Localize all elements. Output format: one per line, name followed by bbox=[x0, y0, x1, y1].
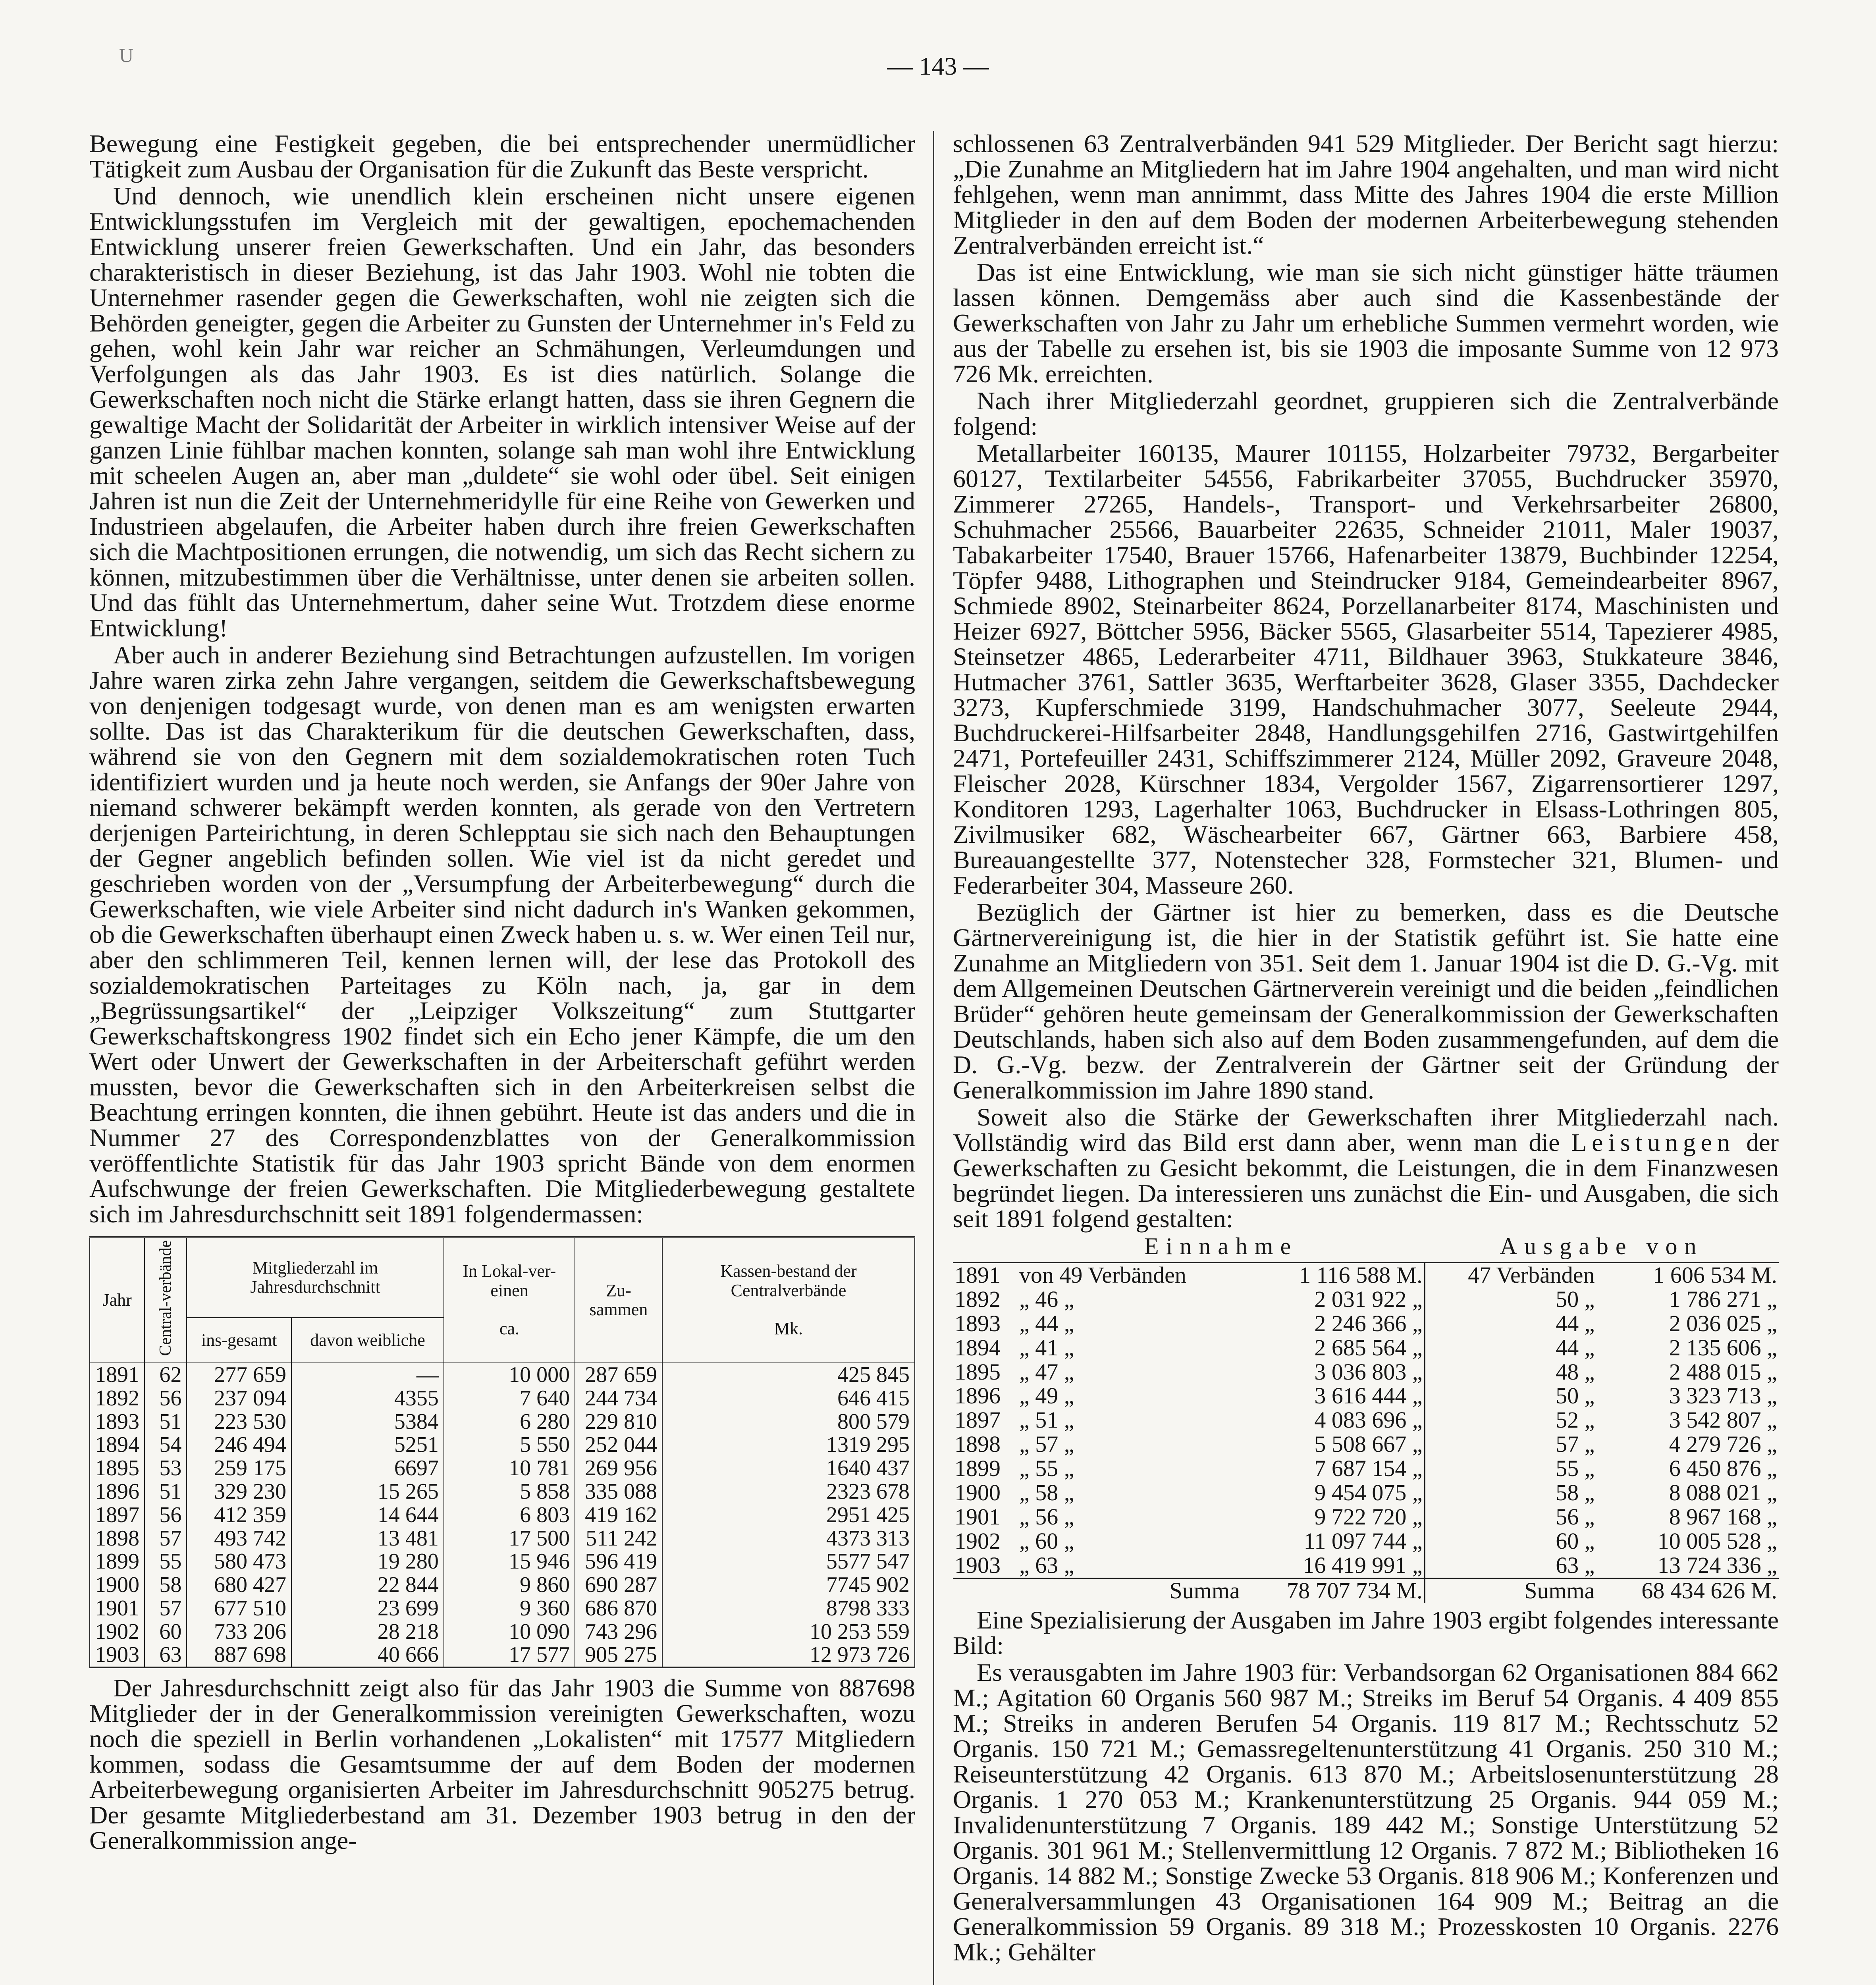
table-cell: 5 858 bbox=[444, 1480, 575, 1503]
summa-label: Summa bbox=[1425, 1578, 1596, 1603]
table-cell: 63 „ bbox=[1425, 1553, 1596, 1578]
table-cell: 686 870 bbox=[575, 1597, 662, 1620]
table-cell: 2323 678 bbox=[662, 1480, 915, 1503]
table-cell: 1896 bbox=[90, 1480, 145, 1503]
col-header-mitgliederzahl: Mitgliederzahl im Jahresdurchschnitt bbox=[187, 1237, 443, 1318]
table-cell: 50 „ bbox=[1425, 1384, 1596, 1408]
table-cell: 55 bbox=[145, 1550, 187, 1573]
paragraph: Bezüglich der Gärtner ist hier zu bemerken, dass es die Deutsche Gärtnervereinigung ist, die hier in der Statistik geführt ist. Sie hatte eine Zunahme an Mitgliedern von 351. Seit dem 1. Januar 1904 ist die D. G.-Vg. mit dem Allgemeinen Deutschen Gärtnerverein vereinigt und die beiden „feindlichen Brüder“ gehören heute gemeinsam der Generalkommission der Gewerkschaften Deutschlands, haben sich also auf dem Boden zusammengefunden, auf dem die D. G.-Vg. bezw. der Zentralverein der Gärtner seit der Gründung der Generalkommission im Jahre 1890 stand. bbox=[953, 898, 1779, 1104]
table-cell: 1 116 588 M. bbox=[1242, 1263, 1425, 1287]
table-cell: 680 427 bbox=[187, 1573, 291, 1597]
table-cell: 690 287 bbox=[575, 1573, 662, 1597]
table-cell: 2 246 366 „ bbox=[1314, 1310, 1423, 1336]
table-cell: 277 659 bbox=[187, 1363, 291, 1387]
table-cell: 7745 902 bbox=[662, 1573, 915, 1597]
table-cell: 1903 bbox=[90, 1643, 145, 1667]
table-cell: 511 242 bbox=[575, 1527, 662, 1550]
table-cell: 56 bbox=[145, 1387, 187, 1410]
table-cell: 2 488 015 „ bbox=[1669, 1359, 1777, 1385]
table-cell: 800 579 bbox=[662, 1410, 915, 1434]
table-cell: 259 175 bbox=[187, 1457, 291, 1480]
table-row bbox=[953, 1529, 1779, 1553]
table-cell: 1899 bbox=[90, 1550, 145, 1573]
table-cell: 58 „ bbox=[1425, 1481, 1596, 1505]
paragraph: Es verausgabten im Jahre 1903 für: Verbandsorgan 62 Organisationen 884 662 M.; Agitation 60 Organis 560 987 M.; Streiks im Beruf 54 Organis. 4 409 855 M.; Streiks in anderen Berufen 54 Organis. 119 817 M.; Rechtsschutz 52 Organis. 150 721 M.; Gemassregeltenunterstützung 41 Organis. 250 310 M.; Reiseunterstützung 42 Organis. 613 870 M.; Arbeitslosenunterstützung 28 Organis. 1 270 053 M.; Krankenunterstützung 25 Organis. 944 059 M.; Invalidenunterstützung 7 Organis. 189 442 M.; Sonstige Unterstützung 52 Organis. 301 961 M.; Stellenvermittlung 12 Organis. 7 872 M.; Bibliotheken 16 Organis. 14 882 M.; Sonstige Zwecke 53 Organis. 818 906 M.; Konferenzen und Generalversammlungen 43 Organisationen 164 909 M.; Beitrag an die Generalkommission 59 Organis. 89 318 M.; Prozesskosten 10 Organis. 2276 Mk.; Gehälter bbox=[953, 1658, 1779, 1966]
table-row bbox=[953, 1481, 1779, 1505]
table-cell: 44 „ bbox=[1425, 1336, 1596, 1360]
table-cell: 3 323 713 „ bbox=[1669, 1383, 1777, 1409]
table-row bbox=[90, 1457, 915, 1480]
corner-mark: U bbox=[119, 44, 134, 66]
table-cell: „ 57 „ bbox=[1019, 1431, 1074, 1457]
table-row bbox=[90, 1620, 915, 1644]
table-cell: 47 Verbänden bbox=[1425, 1263, 1596, 1287]
table-row bbox=[90, 1410, 915, 1434]
table-cell: 733 206 bbox=[187, 1620, 291, 1644]
table-cell: 596 419 bbox=[575, 1550, 662, 1573]
table-cell: 63 bbox=[145, 1643, 187, 1667]
table-cell: 52 „ bbox=[1425, 1408, 1596, 1432]
table-cell: 1903 bbox=[954, 1552, 1001, 1578]
table-cell: 244 734 bbox=[575, 1387, 662, 1410]
table-cell: 2 036 025 „ bbox=[1669, 1310, 1777, 1336]
table-row bbox=[953, 1384, 1779, 1408]
page-number: — 143 — bbox=[887, 52, 989, 80]
col-header-insgesamt: ins-gesamt bbox=[187, 1318, 291, 1363]
paragraph: Und dennoch, wie unendlich klein erscheinen nicht unsere eigenen Entwicklungsstufen im Vergleich mit der gewaltigen, epochemachenden Entwicklung unserer freien Gewerkschaften. Und ein Jahr, das besonders charakteristisch in dieser Beziehung, ist das Jahr 1903. Wohl nie tobten die Unternehmer rasender gegen die Gewerkschaften, wohl nie zeigten sich die Behörden geneigter, gegen die Arbeiter zu Gunsten der Unternehmer in's Feld zu gehen, wohl kein Jahr war reicher an Schmähungen, Verleumdungen und Verfolgungen als das Jahr 1903. Es ist dies natürlich. Solange die Gewerkschaften noch nicht die Stärke erlangt hatten, dass sie ihren Gegnern die gewaltige Macht der Solidarität der Arbeiter in wirklich intensiver Weise auf der ganzen Linie fühlbar machen konnten, solange sah man wohl ihre Entwicklung mit scheelen Augen an, aber man „duldete“ sie wohl oder übel. Seit einigen Jahren ist nun die Zeit der Unternehmeridylle für eine Reihe von Gewerken und Industrieen abgelaufen, die Arbeiter haben durch ihre freien Gewerkschaften sich die Machtpositionen errungen, die notwendig, um sich das Recht sichern zu können, mitzubestimmen über die Verhältnisse, unter denen sie arbeiten sollen. Und das fühlt das Unternehmertum, daher seine Wut. Trotzdem diese enorme Entwicklung! bbox=[89, 182, 915, 642]
table-cell: „ 41 „ bbox=[1019, 1334, 1074, 1361]
summa-ausgabe: 68 434 626 M. bbox=[1596, 1578, 1779, 1603]
table-row bbox=[90, 1597, 915, 1620]
table-cell: 5251 bbox=[291, 1433, 444, 1457]
members-table bbox=[89, 1236, 915, 1668]
table-cell: 6 803 bbox=[444, 1503, 575, 1527]
table-cell: 6 450 876 „ bbox=[1669, 1455, 1777, 1482]
table-cell: 1897 bbox=[954, 1407, 1001, 1433]
table-cell: 56 „ bbox=[1425, 1505, 1596, 1529]
summa-einnahme: 78 707 734 M. bbox=[1242, 1578, 1425, 1603]
table-cell: 10 090 bbox=[444, 1620, 575, 1644]
table-cell: 19 280 bbox=[291, 1550, 444, 1573]
table-cell: 16 419 991 „ bbox=[1303, 1552, 1423, 1578]
table-cell: 1902 bbox=[954, 1528, 1001, 1554]
table-cell: 10 005 528 „ bbox=[1657, 1528, 1777, 1554]
table-cell: 28 218 bbox=[291, 1620, 444, 1644]
table-cell: 14 644 bbox=[291, 1503, 444, 1527]
table-cell: 58 bbox=[145, 1573, 187, 1597]
table-row bbox=[953, 1553, 1779, 1578]
table-cell: 1891 bbox=[953, 1263, 1018, 1287]
table-cell: 1892 bbox=[90, 1387, 145, 1410]
paragraph: Soweit also die Stärke der Gewerkschaften ihrer Mitgliederzahl nach. Vollständig wird das Bild erst dann aber, wenn man die Leistungen der Gewerkschaften zu Gesicht bekommt, die Leistungen, die in dem Finanzwesen begründet liegen. Da interessieren uns zunächst die Ein- und Ausgaben, die sich seit 1891 folgend gestalten: bbox=[953, 1103, 1779, 1233]
table-cell: „ 60 „ bbox=[1019, 1528, 1074, 1554]
table-cell: 51 bbox=[145, 1410, 187, 1434]
table-cell: 246 494 bbox=[187, 1433, 291, 1457]
table-cell: 48 „ bbox=[1425, 1360, 1596, 1384]
table-cell: 1892 bbox=[954, 1286, 1001, 1312]
col-header-zusammen: Zu-sammen bbox=[575, 1237, 662, 1363]
table-cell: 1898 bbox=[90, 1527, 145, 1550]
table-cell: 17 500 bbox=[444, 1527, 575, 1550]
table-cell: 493 742 bbox=[187, 1527, 291, 1550]
table-cell: 4373 313 bbox=[662, 1527, 915, 1550]
table-cell: „ 58 „ bbox=[1019, 1480, 1074, 1506]
table-cell: 2 031 922 „ bbox=[1314, 1286, 1423, 1312]
table-cell: 1901 bbox=[90, 1597, 145, 1620]
table-cell: 5384 bbox=[291, 1410, 444, 1434]
finance-table bbox=[953, 1233, 1779, 1603]
table-cell: „ 47 „ bbox=[1019, 1359, 1074, 1385]
table-cell: 1902 bbox=[90, 1620, 145, 1644]
table-cell: 8 088 021 „ bbox=[1669, 1480, 1777, 1506]
table-cell: 580 473 bbox=[187, 1550, 291, 1573]
table-row bbox=[953, 1505, 1779, 1529]
table-cell: 6 280 bbox=[444, 1410, 575, 1434]
table-row bbox=[90, 1433, 915, 1457]
table-cell: 3 036 803 „ bbox=[1314, 1359, 1423, 1385]
paragraph: Eine Spezialisierung der Ausgaben im Jahre 1903 ergibt folgendes interessante Bild: bbox=[953, 1606, 1779, 1660]
table-cell: 60 „ bbox=[1425, 1529, 1596, 1553]
table-cell: 335 088 bbox=[575, 1480, 662, 1503]
table-cell: 743 296 bbox=[575, 1620, 662, 1644]
table-cell: 51 bbox=[145, 1480, 187, 1503]
table-row bbox=[90, 1550, 915, 1573]
table-cell: 12 973 726 bbox=[662, 1643, 915, 1667]
table-cell: 425 845 bbox=[662, 1363, 915, 1387]
table-cell: 1893 bbox=[954, 1310, 1001, 1336]
table-cell: 55 „ bbox=[1425, 1457, 1596, 1481]
paragraph: Nach ihrer Mitgliederzahl geordnet, gruppieren sich die Zentralverbände folgend: bbox=[953, 387, 1779, 440]
table-cell: 5 550 bbox=[444, 1433, 575, 1457]
table-row bbox=[953, 1312, 1779, 1336]
table-cell: 1319 295 bbox=[662, 1433, 915, 1457]
table-cell: 287 659 bbox=[575, 1363, 662, 1387]
table-cell: „ 63 „ bbox=[1019, 1552, 1074, 1578]
table-cell: 229 810 bbox=[575, 1410, 662, 1434]
table-row bbox=[90, 1480, 915, 1503]
table-cell: 57 bbox=[145, 1527, 187, 1550]
paragraph: Aber auch in anderer Beziehung sind Betrachtungen aufzustellen. Im vorigen Jahre waren zirka zehn Jahre vergangen, seitdem die Gewerkschaftsbewegung von denjenigen todgesagt wurde, von denen man es am wenigsten erwarten sollte. Das ist das Charakterikum für die deutschen Gewerkschaften, dass, während sie von den Gegnern mit dem sozialdemokratischen roten Tuch identifiziert wurden und ja heute noch werden, sie Anfangs der 90er Jahre von niemand schwerer bekämpft werden konnten, als gerade von den Vertretern derjenigen Parteirichtung, in deren Schlepptau sie sich nach den Behauptungen der Gegner angeblich befinden sollen. Wie viel ist da nicht geredet und geschrieben worden von der „Versumpfung der Arbeiterbewegung“ durch die Gewerkschaften, wie viele Arbeiter sind nicht dadurch in's Wanken gekommen, ob die Gewerkschaften überhaupt einen Zweck haben u. s. w. Wer einen Teil nur, aber den schlimmeren Teil, kennen lernen will, der lese das Protokoll des sozialdemokratischen Parteitages zu Köln nach, ja, gar in dem „Begrüssungsartikel“ der „Leipziger Volkszeitung“ zum Stuttgarter Gewerkschaftskongress 1902 findet sich ein Echo jener Kämpfe, die um den Wert oder Unwert der Gewerkschaften in der Arbeiterschaft geführt werden mussten, bevor die Gewerkschaften sich in den Arbeiterkreisen selbst die Beachtung erringen konnten, die ihnen gebührt. Heute ist das anders und die in Nummer 27 des Correspondenzblattes von der Generalkommission veröffentlichte Statistik für das Jahr 1903 spricht Bände von dem enormen Aufschwunge der freien Gewerkschaften. Die Mitgliederbewegung gestaltete sich im Jahresdurchschnitt seit 1891 folgendermassen: bbox=[89, 641, 915, 1228]
table-cell: 2 685 564 „ bbox=[1314, 1334, 1423, 1361]
table-cell: 2 135 606 „ bbox=[1669, 1334, 1777, 1361]
table-cell: 23 699 bbox=[291, 1597, 444, 1620]
table-row bbox=[953, 1336, 1779, 1360]
table-cell: 13 724 336 „ bbox=[1657, 1552, 1777, 1578]
col-header-lokalvereinen: In Lokal-ver-einen ca. bbox=[444, 1237, 575, 1363]
table-row bbox=[953, 1263, 1779, 1287]
table-row bbox=[953, 1287, 1779, 1312]
table-row bbox=[953, 1360, 1779, 1384]
table-cell: 1900 bbox=[954, 1480, 1001, 1506]
table-cell: 17 577 bbox=[444, 1643, 575, 1667]
table-cell: 1640 437 bbox=[662, 1457, 915, 1480]
table-cell: 15 946 bbox=[444, 1550, 575, 1573]
table-cell: 10 000 bbox=[444, 1363, 575, 1387]
table-cell: 4 279 726 „ bbox=[1669, 1431, 1777, 1457]
table-cell: 62 bbox=[145, 1363, 187, 1387]
col-header-kassenbestand: Kassen-bestand der Centralverbände Mk. bbox=[662, 1237, 915, 1363]
table-cell: 412 359 bbox=[187, 1503, 291, 1527]
table-cell: 44 „ bbox=[1425, 1312, 1596, 1336]
table-cell: 10 781 bbox=[444, 1457, 575, 1480]
table-cell: 9 454 075 „ bbox=[1314, 1480, 1423, 1506]
table-cell: 1899 bbox=[954, 1455, 1001, 1482]
table-row bbox=[953, 1457, 1779, 1481]
table-cell: 7 640 bbox=[444, 1387, 575, 1410]
table-cell: 887 698 bbox=[187, 1643, 291, 1667]
table-cell: 252 044 bbox=[575, 1433, 662, 1457]
table-cell: 50 „ bbox=[1425, 1287, 1596, 1312]
table-cell: 22 844 bbox=[291, 1573, 444, 1597]
table-cell: 1894 bbox=[954, 1334, 1001, 1361]
table-cell: 53 bbox=[145, 1457, 187, 1480]
table-cell: 6697 bbox=[291, 1457, 444, 1480]
table-row bbox=[90, 1573, 915, 1597]
col-header-centralverbaende: Central-verbände bbox=[145, 1237, 187, 1363]
table-row bbox=[953, 1432, 1779, 1457]
table-cell: 13 481 bbox=[291, 1527, 444, 1550]
table-cell: 5577 547 bbox=[662, 1550, 915, 1573]
table-cell: 3 616 444 „ bbox=[1314, 1383, 1423, 1409]
table-cell: 9 722 720 „ bbox=[1314, 1503, 1423, 1530]
table-cell: 60 bbox=[145, 1620, 187, 1644]
col-header-davon-weibliche: davon weibliche bbox=[291, 1318, 444, 1363]
table-cell: 1 606 534 M. bbox=[1596, 1263, 1779, 1287]
table-cell: 1895 bbox=[90, 1457, 145, 1480]
column-divider bbox=[933, 131, 934, 1985]
table-row bbox=[90, 1643, 915, 1667]
table-cell: 57 bbox=[145, 1597, 187, 1620]
table-cell: 54 bbox=[145, 1433, 187, 1457]
table-cell: von 49 Verbänden bbox=[1018, 1263, 1242, 1287]
table-cell: 329 230 bbox=[187, 1480, 291, 1503]
table-cell: 9 360 bbox=[444, 1597, 575, 1620]
table-cell: 1898 bbox=[954, 1431, 1001, 1457]
table-cell: — bbox=[291, 1363, 444, 1387]
table-cell: 11 097 744 „ bbox=[1303, 1528, 1423, 1554]
paragraph: Bewegung eine Festigkeit gegeben, die bei entsprechender unermüdlicher Tätigkeit zum Ausbau der Organisation für die Zukunft das Beste verspricht. bbox=[89, 129, 915, 183]
table-row bbox=[90, 1363, 915, 1387]
table-cell: 57 „ bbox=[1425, 1432, 1596, 1457]
table-cell: 8798 333 bbox=[662, 1597, 915, 1620]
table-cell: 1897 bbox=[90, 1503, 145, 1527]
table-cell: 8 967 168 „ bbox=[1669, 1503, 1777, 1530]
table-row bbox=[90, 1387, 915, 1410]
table-cell: 223 530 bbox=[187, 1410, 291, 1434]
table-cell: 5 508 667 „ bbox=[1314, 1431, 1423, 1457]
table-cell: 1894 bbox=[90, 1433, 145, 1457]
table-cell: „ 49 „ bbox=[1019, 1383, 1074, 1409]
table-cell: „ 55 „ bbox=[1019, 1455, 1074, 1482]
table-row bbox=[90, 1503, 915, 1527]
table-cell: 40 666 bbox=[291, 1643, 444, 1667]
table-cell: „ 51 „ bbox=[1019, 1407, 1074, 1433]
emphasis-leistungen: Leistungen bbox=[1571, 1128, 1735, 1156]
table-cell: 237 094 bbox=[187, 1387, 291, 1410]
table-cell: 7 687 154 „ bbox=[1314, 1455, 1423, 1482]
table-cell: 15 265 bbox=[291, 1480, 444, 1503]
left-column bbox=[89, 131, 915, 1855]
col-header-ausgabe: Ausgabe von bbox=[1500, 1233, 1704, 1259]
table-cell: 1900 bbox=[90, 1573, 145, 1597]
table-cell: „ 44 „ bbox=[1019, 1310, 1074, 1336]
table-cell: 1901 bbox=[954, 1503, 1001, 1530]
paragraph: Der Jahresdurchschnitt zeigt also für das Jahr 1903 die Summe von 887698 Mitglieder der in der Generalkommission vereinigten Gewerkschaften, wozu noch die speziell in Berlin vorhandenen „Lokalisten“ mit 17577 Mitgliedern kommen, sodass die Gesamtsumme der auf dem Boden der modernen Arbeiterbewegung organisierten Arbeiter im Jahresdurchschnitt 905275 betrug. Der gesamte Mitgliederbestand am 31. Dezember 1903 betrug in den der Generalkommission ange- bbox=[89, 1674, 915, 1855]
table-cell: 646 415 bbox=[662, 1387, 915, 1410]
table-cell: 10 253 559 bbox=[662, 1620, 915, 1644]
table-cell: 1891 bbox=[90, 1363, 145, 1387]
table-row bbox=[90, 1527, 915, 1550]
table-cell: 1896 bbox=[954, 1383, 1001, 1409]
table-cell: 419 162 bbox=[575, 1503, 662, 1527]
summa-label: Summa bbox=[1018, 1578, 1242, 1603]
table-cell: 905 275 bbox=[575, 1643, 662, 1667]
table-cell: 677 510 bbox=[187, 1597, 291, 1620]
table-cell: 1 786 271 „ bbox=[1669, 1286, 1777, 1312]
table-cell: 4355 bbox=[291, 1387, 444, 1410]
table-cell: 1895 bbox=[954, 1359, 1001, 1385]
table-cell: 9 860 bbox=[444, 1573, 575, 1597]
paragraph: Metallarbeiter 160135, Maurer 101155, Holzarbeiter 79732, Bergarbeiter 60127, Textilarbeiter 54556, Fabrikarbeiter 37055, Buchdrucker 35970, Zimmerer 27265, Handels-, Transport- und Verkehrsarbeiter 26800, Schuhmacher 25566, Bauarbeiter 22635, Schneider 21011, Maler 19037, Tabakarbeiter 17540, Brauer 15766, Hafenarbeiter 13879, Buchbinder 12254, Töpfer 9488, Lithographen und Steindrucker 9184, Gemeindearbeiter 8967, Schmiede 8902, Steinarbeiter 8624, Porzellanarbeiter 8174, Maschinisten und Heizer 6927, Böttcher 5956, Bäcker 5565, Glasarbeiter 5514, Tapezierer 4985, Steinsetzer 4865, Lederarbeiter 4711, Bildhauer 3963, Stukkateure 3846, Hutmacher 3761, Sattler 3635, Werftarbeiter 3628, Glaser 3355, Dachdecker 3273, Kupferschmiede 3199, Handschuhmacher 3077, Seeleute 2944, Buchdruckerei-Hilfsarbeiter 2848, Handlungsgehilfen 2716, Gastwirtgehilfen 2471, Portefeuiller 2431, Schiffszimmerer 2124, Müller 2092, Graveure 2048, Fleischer 2028, Kürschner 1834, Vergolder 1567, Zigarrensortierer 1297, Konditoren 1293, Lagerhalter 1063, Buchdrucker in Elsass-Lothringen 805, Zivilmusiker 682, Wäschearbeiter 667, Gärtner 663, Barbiere 458, Bureauangestellte 377, Notenstecher 328, Formstecher 321, Blumen- und Federarbeiter 304, Masseure 260. bbox=[953, 439, 1779, 899]
table-cell: 4 083 696 „ bbox=[1314, 1407, 1423, 1433]
col-header-einnahme: Einnahme bbox=[1144, 1233, 1298, 1259]
table-row bbox=[953, 1408, 1779, 1432]
table-cell: „ 56 „ bbox=[1019, 1503, 1074, 1530]
right-column bbox=[953, 131, 1779, 1966]
col-header-jahr: Jahr bbox=[90, 1237, 145, 1363]
paragraph: Das ist eine Entwicklung, wie man sie sich nicht günstiger hätte träumen lassen können. Demgemäss aber auch sind die Kassenbestände der Gewerkschaften von Jahr zu Jahr um erhebliche Summen vermehrt worden, wie aus der Tabelle zu ersehen ist, bis sie 1903 die imposante Summe von 12 973 726 Mk. erreichten. bbox=[953, 258, 1779, 388]
table-cell: 269 956 bbox=[575, 1457, 662, 1480]
table-cell: „ 46 „ bbox=[1019, 1286, 1074, 1312]
paragraph: schlossenen 63 Zentralverbänden 941 529 Mitglieder. Der Bericht sagt hierzu: „Die Zunahme an Mitgliedern hat im Jahre 1904 angehalten, und man wird nicht fehlgehen, wenn man annimmt, dass Mitte des Jahres 1904 die erste Million Mitglieder in den auf dem Boden der modernen Arbeiterbewegung stehenden Zentralverbänden erreicht ist.“ bbox=[953, 129, 1779, 259]
table-cell: 3 542 807 „ bbox=[1669, 1407, 1777, 1433]
table-cell: 1893 bbox=[90, 1410, 145, 1434]
table-cell: 2951 425 bbox=[662, 1503, 915, 1527]
table-cell: 56 bbox=[145, 1503, 187, 1527]
